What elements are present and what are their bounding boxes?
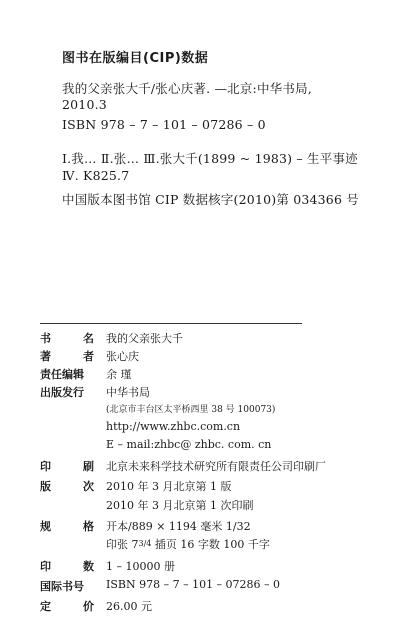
row-label: 书 名 [40,332,94,345]
publisher-email: E – mail:zhbc@ zhbc. com. cn [106,438,272,451]
row-label: 出版发行 [40,386,84,399]
cip-record-number-line: 中国版本图书馆 CIP 数据核字(2010)第 034366 号 [62,192,359,207]
printing-value: 2010 年 3 月北京第 1 次印刷 [106,499,254,512]
row-label: 印 数 [40,560,94,573]
print-run-value: 1 – 10000 册 [106,560,175,573]
cip-isbn-line: ISBN 978 – 7 – 101 – 07286 – 0 [62,117,266,132]
price-value: 26.00 元 [106,600,152,613]
row-label: 责任编辑 [40,368,84,381]
section-divider [40,323,302,324]
cip-title-author-line: 我的父亲张大千/张心庆著. —北京:中华书局, [62,81,312,96]
format-value: 开本/889 × 1194 毫米 1/32 [106,520,251,533]
row-label: 著 者 [40,350,94,363]
cip-heading: 图书在版编目(CIP)数据 [62,51,209,66]
edition-value: 2010 年 3 月北京第 1 版 [106,480,232,493]
row-label: 规 格 [40,520,94,533]
row-label: 版 次 [40,480,94,493]
cip-subject-line: Ⅰ.我… Ⅱ.张… Ⅲ.张大千(1899 ~ 1983) – 生平事迹 [62,151,358,166]
sheets-value: 印张 73/4 插页 16 字数 100 千字 [106,538,270,551]
publisher-website: http://www.zhbc.com.cn [106,420,241,433]
book-title-value: 我的父亲张大千 [106,332,183,345]
author-value: 张心庆 [106,350,139,363]
sheets-fraction: 3/4 [138,539,152,548]
row-label: 定 价 [40,600,94,613]
publisher-address: (北京市丰台区太平桥西里 38 号 100073) [106,405,276,415]
editor-value: 余 瑾 [106,368,132,381]
cip-date-line: 2010.3 [62,97,107,112]
isbn-value: ISBN 978 – 7 – 101 – 07286 – 0 [106,578,281,591]
row-label: 国际书号 [40,580,84,593]
printer-value: 北京未来科学技术研究所有限责任公司印刷厂 [106,460,326,473]
row-label: 印 刷 [40,460,94,473]
cip-classification-line: Ⅳ. K825.7 [62,168,130,183]
publisher-value: 中华书局 [106,386,150,399]
